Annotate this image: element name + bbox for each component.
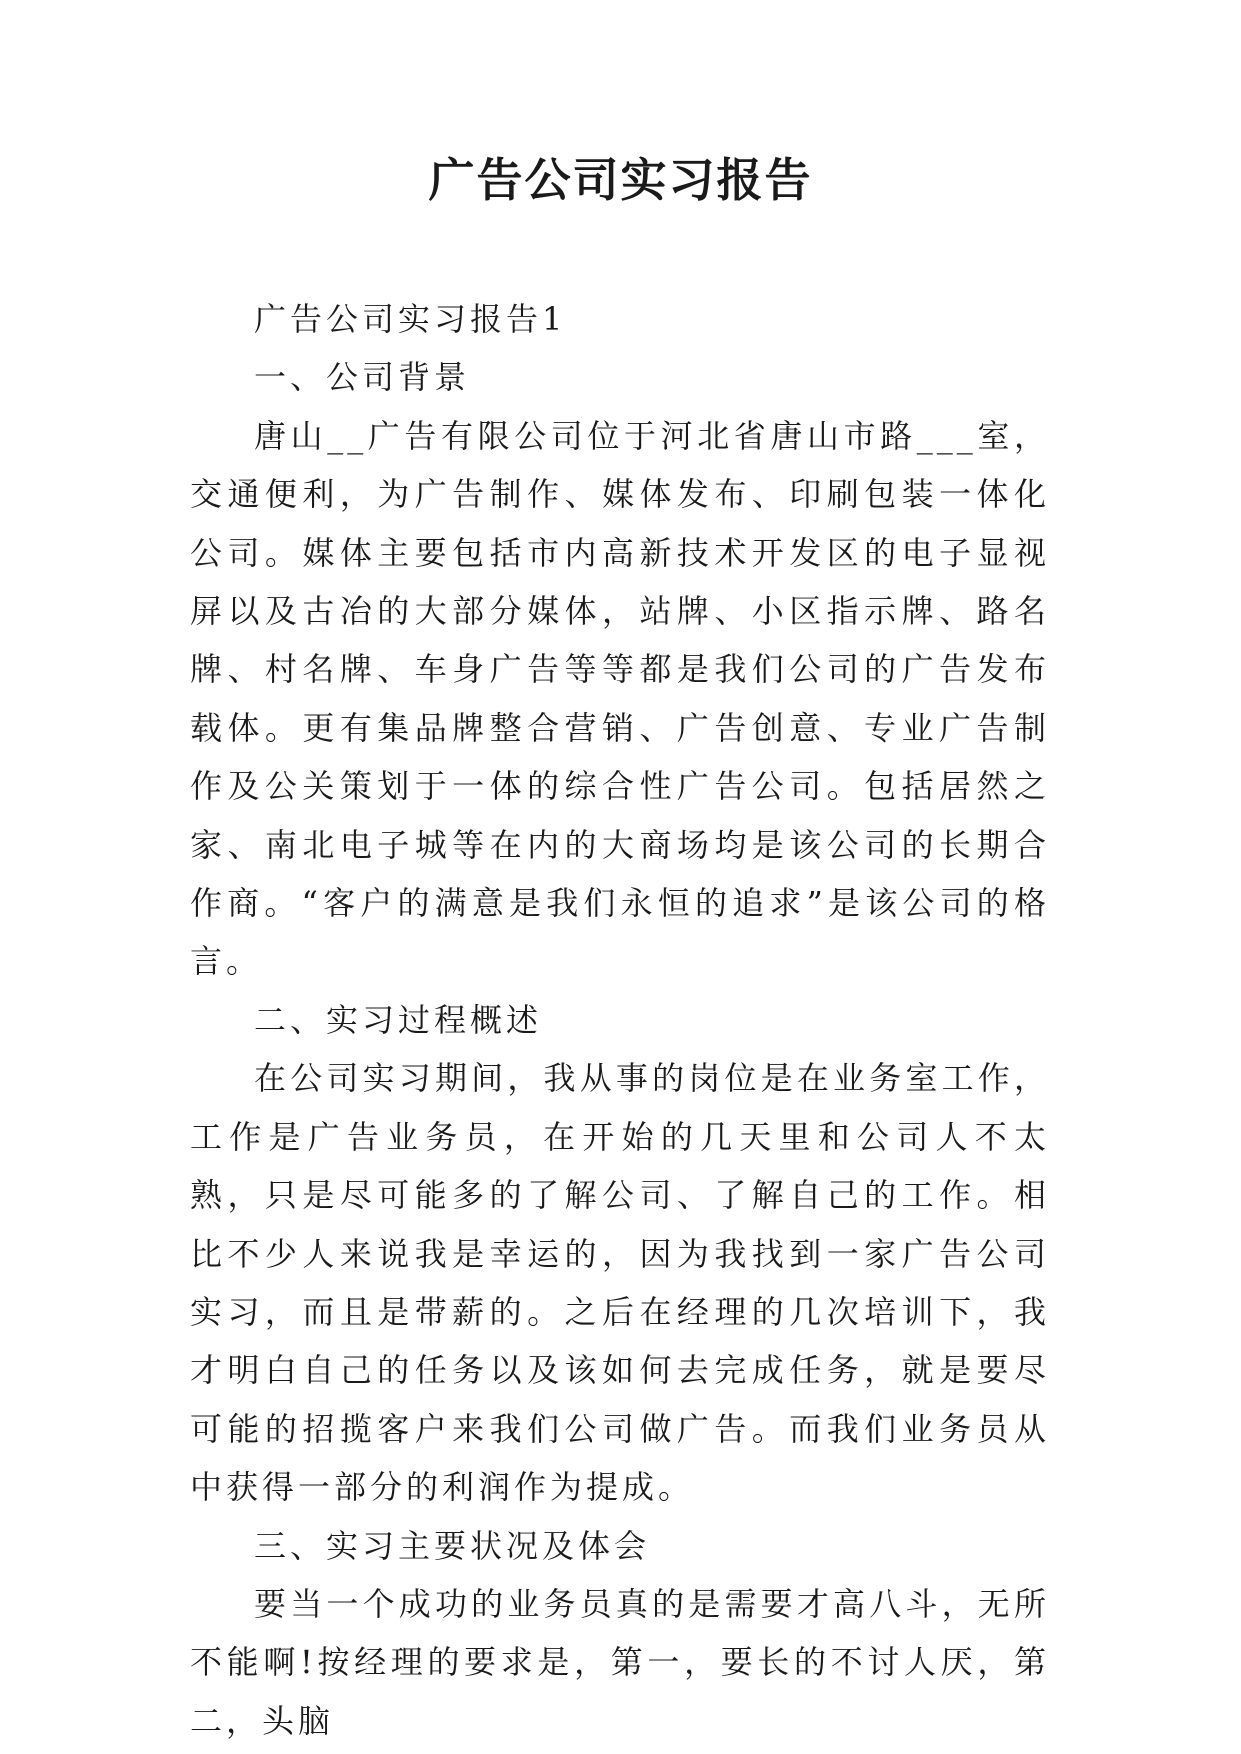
section-heading-main-experience: 三、实习主要状况及体会 <box>254 1526 651 1565</box>
report-subtitle: 广告公司实习报告1 <box>254 300 567 338</box>
document-title: 广告公司实习报告 <box>428 153 813 207</box>
section-heading-internship-overview: 二、实习过程概述 <box>254 1000 543 1039</box>
paragraph-main-experience: 要当一个成功的业务员真的是需要才高八斗，无所不能啊!按经理的要求是，第一，要长的不讨人厌，第二，头脑 <box>190 1584 1050 1740</box>
paragraph-company-background: 唐山__广告有限公司位于河北省唐山市路___室，交通便利，为广告制作、媒体发布、印刷包装一体化公司。媒体主要包括市内高新技术开发区的电子显视屏以及古冶的大部分媒体，站牌、小区指示牌、路名牌、村名牌、车身广告等等都是我们公司的广告发布载体。更有集品牌整合营销、广告创意、专业广告制作及公关策划于一体的综合性广告公司。包括居然之家、南北电子城等在内的大商场均是该公司的长期合作商。“客户的满意是我们永恒的追求”是该公司的格言。 <box>190 416 1050 981</box>
paragraph-internship-overview: 在公司实习期间，我从事的岗位是在业务室工作，工作是广告业务员，在开始的几天里和公司人不太熟，只是尽可能多的了解公司、了解自己的工作。相比不少人来说我是幸运的，因为我找到一家广告公司实习，而且是带薪的。之后在经理的几次培训下，我才明白自己的任务以及该如何去完成任务，就是要尽可能的招揽客户来我们公司做广告。而我们业务员从中获得一部分的利润作为提成。 <box>190 1059 1050 1507</box>
section-heading-company-background: 一、公司背景 <box>254 358 471 397</box>
document-body <box>190 290 1050 1750</box>
